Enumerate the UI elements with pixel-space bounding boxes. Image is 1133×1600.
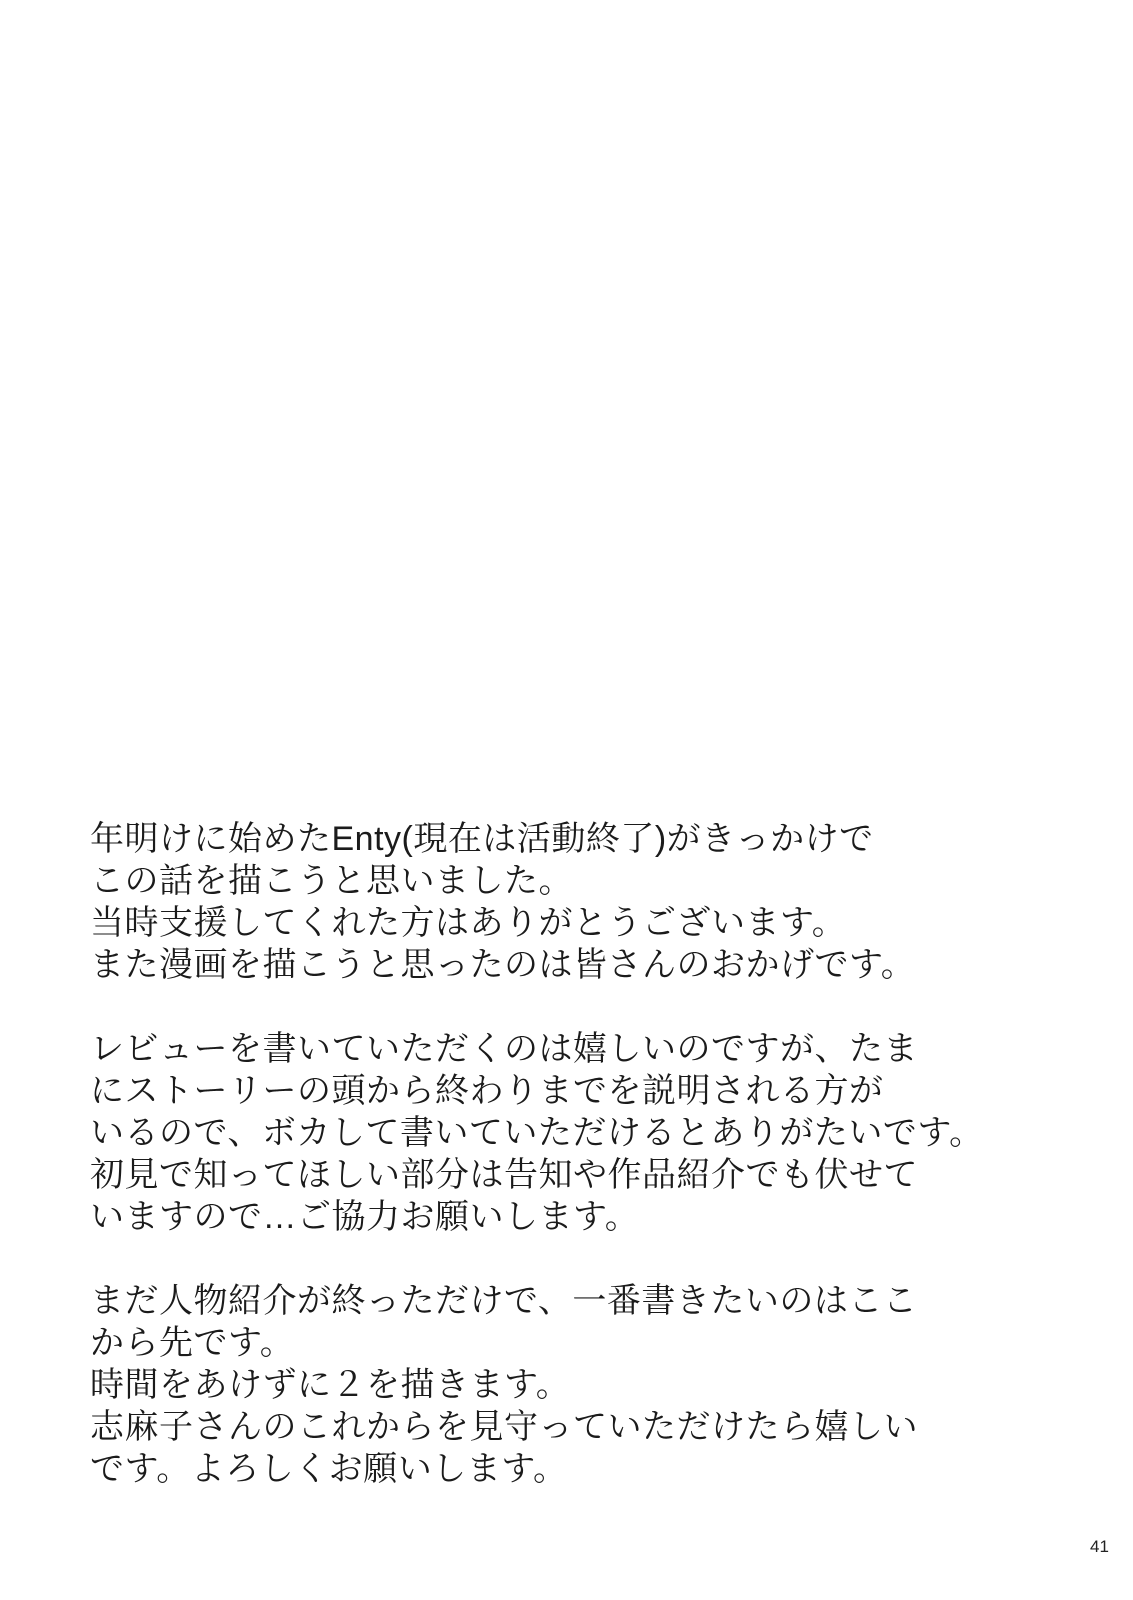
text-line: から先です。 — [90, 1324, 295, 1362]
paragraph-review-request — [90, 1028, 1070, 1238]
text-line: いるので、ボカして書いていただけるとありがたいです。 — [90, 1114, 984, 1152]
paragraph-thanks — [90, 818, 1070, 986]
text-line: レビューを書いていただくのは嬉しいのですが、たま — [90, 1030, 918, 1068]
afterword-text-block — [90, 818, 1070, 1490]
text-line: まだ人物紹介が終っただけで、一番書きたいのはここ — [90, 1282, 918, 1320]
text-line: この話を描こうと思いました。 — [90, 862, 573, 900]
text-line: 時間をあけずに２を描きます。 — [90, 1366, 571, 1404]
text-line: 志麻子さんのこれからを見守っていただけたら嬉しい — [90, 1408, 918, 1446]
page-number: 41 — [1090, 1537, 1109, 1556]
text-line: です。よろしくお願いします。 — [90, 1450, 568, 1488]
text-line: また漫画を描こうと思ったのは皆さんのおかげです。 — [90, 946, 916, 984]
text-line: 年明けに始めたEnty(現在は活動終了)がきっかけで — [90, 820, 874, 858]
text-line: にストーリーの頭から終わりまでを説明される方が — [90, 1072, 884, 1110]
paragraph-future-plans — [90, 1280, 1070, 1490]
text-line: いますので…ご協力お願いします。 — [90, 1198, 640, 1236]
text-line: 初見で知ってほしい部分は告知や作品紹介でも伏せて — [90, 1156, 918, 1194]
text-line: 当時支援してくれた方はありがとうございます。 — [90, 904, 847, 942]
